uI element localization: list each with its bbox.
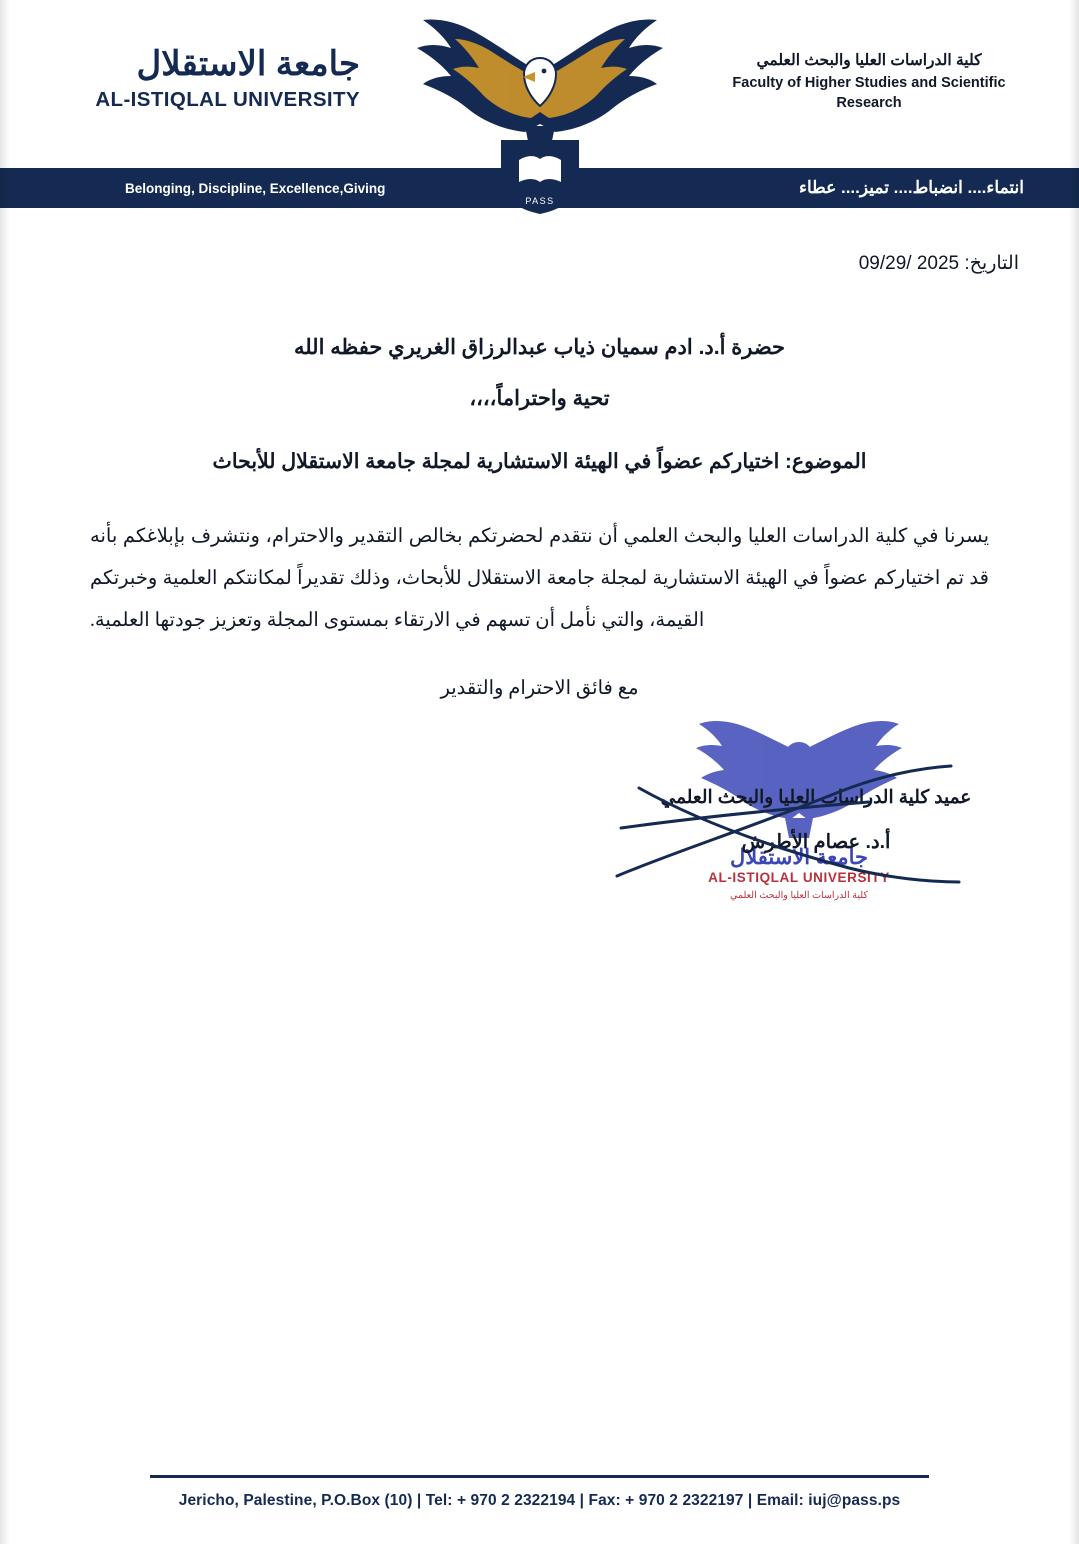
date-label: التاريخ: — [964, 253, 1019, 274]
university-name-block — [60, 46, 360, 111]
svg-text:جامعة الاستقلال: جامعة الاستقلال — [729, 845, 869, 869]
signatory-name: أ.د. عصام الأطرش — [741, 830, 891, 853]
date-line — [779, 252, 1019, 275]
page-footer — [0, 1475, 1079, 1510]
svg-text:PASS: PASS — [524, 196, 555, 206]
university-name-arabic: جامعة الاستقلال — [136, 45, 360, 84]
letterhead-header — [0, 0, 1079, 208]
subject-line: الموضوع: اختياركم عضواً في الهيئة الاستشارية لمجلة جامعة الاستقلال للأبحاث — [212, 450, 867, 473]
university-name-english: AL-ISTIQLAL UNIVERSITY — [95, 87, 360, 111]
university-crest-icon — [405, 14, 675, 209]
handwritten-signature — [599, 758, 999, 918]
page-edge-shadow-right — [1069, 0, 1079, 1544]
salutation-line: تحية واحتراماً،،،، — [469, 387, 610, 410]
svg-text:AL-ISTIQLAL UNIVERSITY: AL-ISTIQLAL UNIVERSITY — [708, 869, 890, 885]
addressee-line: حضرة أ.د. ادم سميان ذياب عبدالرزاق الغريري حفظه الله — [293, 336, 786, 359]
closing-line: مع فائق الاحترام والتقدير — [440, 677, 639, 699]
faculty-name-arabic: كلية الدراسات العليا والبحث العلمي — [756, 51, 982, 69]
footer-contact-info: Jericho, Palestine, P.O.Box (10) | Tel: + 970 2 2322194 | Fax: + 970 2 2322197 | Email: iuj@pass.ps — [178, 1492, 901, 1509]
body-paragraph: يسرنا في كلية الدراسات العليا والبحث العلمي أن نتقدم لحضرتكم بخالص التقدير والاحترام، ونتشرف بإبلاغكم بأنه قد تم اختياركم عضواً في الهيئة الاستشارية لمجلة جامعة الاستقلال للأبحاث، وذلك تقديراً لمكانتكم العلمية وخبرتكم القيمة، والتي نأمل أن تسهم في الارتقاء بمستوى المجلة وتعزيز جودتها العلمية. — [90, 526, 989, 631]
motto-english: Belonging, Discipline, Excellence,Giving — [125, 180, 386, 196]
svg-text:كلية الدراسات العليا والبحث ال: كلية الدراسات العليا والبحث العلمي — [730, 889, 868, 901]
signature-area — [0, 718, 1079, 948]
footer-divider — [150, 1475, 929, 1478]
date-value: 2025 /09/29 — [858, 253, 960, 274]
faculty-name-block — [719, 49, 1019, 113]
signatory-title: عميد كلية الدراسات العليا والبحث العلمي — [660, 785, 972, 807]
page-edge-shadow-left — [0, 0, 10, 1544]
motto-arabic: انتماء.... انضباط.... تميز.... عطاء — [799, 178, 1024, 197]
faculty-name-english: Faculty of Higher Studies and Scientific Research — [732, 75, 1006, 111]
